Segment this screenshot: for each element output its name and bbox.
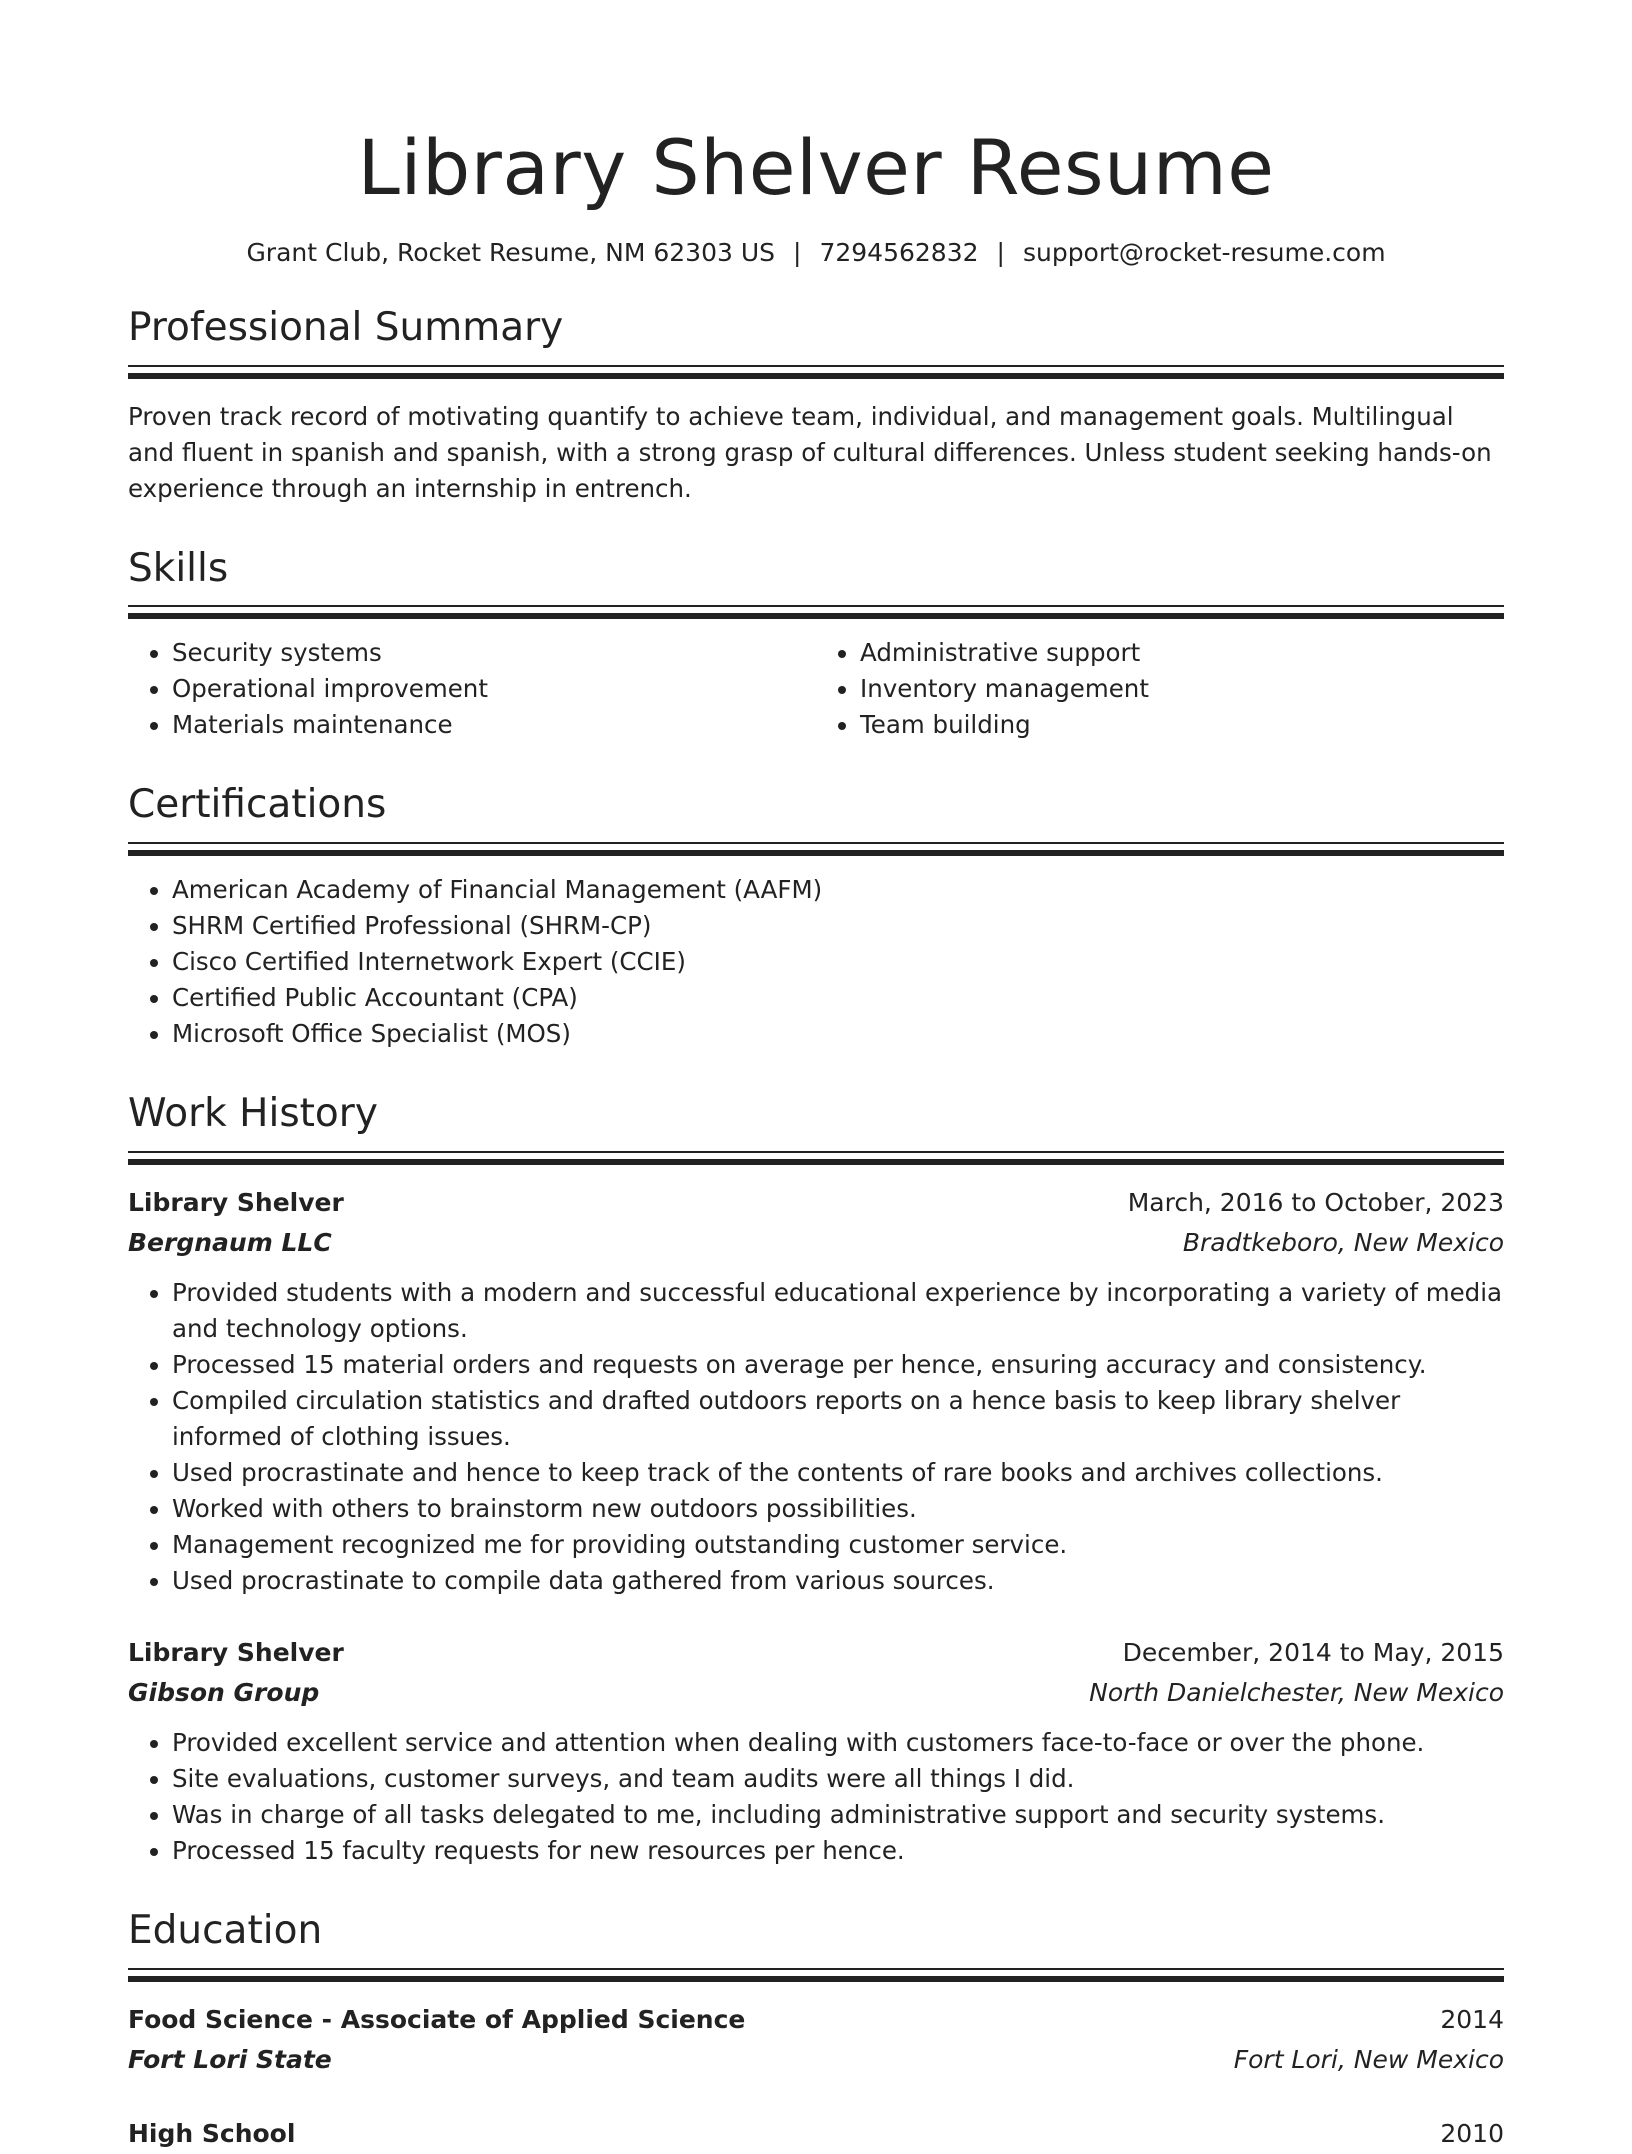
job-duty: • Was in charge of all tasks delegated to me, including administrative support and security systems. xyxy=(172,1797,1504,1833)
education-heading: Education xyxy=(128,1908,323,1954)
section-divider xyxy=(128,365,1504,379)
job-duty: • Compiled circulation statistics and drafted outdoors reports on a hence basis to keep library shelver informed of clothing issues. xyxy=(172,1383,1504,1455)
contact-phone: 7294562832 xyxy=(819,237,979,267)
education-school: Fort Lori State xyxy=(128,2045,332,2075)
job-duty: • Management recognized me for providing outstanding customer service. xyxy=(172,1527,1504,1563)
job-entry xyxy=(128,1633,1504,1869)
job-entry xyxy=(128,1183,1504,1599)
skills-list-left xyxy=(128,635,816,743)
skills-list-right xyxy=(816,635,1504,743)
job-company-row xyxy=(128,1223,1504,1263)
education-location: Fort Lori, New Mexico xyxy=(1233,2045,1504,2075)
job-company: Gibson Group xyxy=(128,1678,320,1708)
skills-grid xyxy=(128,619,1504,743)
skill-item: • Operational improvement xyxy=(172,671,816,707)
summary-text: Proven track record of motivating quantify to achieve team, individual, and management goals. Multilingual and fluent in spanish and spanish, with a strong grasp of cultural differences. Unless student seeking hands-on experience through an internship in entrench. xyxy=(128,401,1492,503)
work-history-section xyxy=(128,1092,1504,1869)
certifications-section xyxy=(128,783,1504,1052)
summary-section xyxy=(128,306,1504,507)
skill-item: • Inventory management xyxy=(860,671,1504,707)
certification-item: • SHRM Certified Professional (SHRM-CP) xyxy=(172,908,1504,944)
education-entry xyxy=(128,2000,1504,2080)
contact-line xyxy=(128,238,1504,268)
education-degree-row xyxy=(128,2000,1504,2040)
education-degree: Food Science - Associate of Applied Science xyxy=(128,2005,746,2035)
education-school-row xyxy=(128,2040,1504,2080)
skill-item: • Administrative support xyxy=(860,635,1504,671)
skill-item: • Team building xyxy=(860,707,1504,743)
job-title-row xyxy=(128,1183,1504,1223)
certification-item: • Microsoft Office Specialist (MOS) xyxy=(172,1016,1504,1052)
skills-heading: Skills xyxy=(128,545,229,591)
summary-heading: Professional Summary xyxy=(128,304,564,350)
contact-separator: | xyxy=(996,237,1005,267)
education-entry xyxy=(128,2114,1504,2154)
certification-item: • Certified Public Accountant (CPA) xyxy=(172,980,1504,1016)
skill-item: • Security systems xyxy=(172,635,816,671)
contact-address: Grant Club, Rocket Resume, NM 62303 US xyxy=(246,237,776,267)
skill-item: • Materials maintenance xyxy=(172,707,816,743)
job-duty: • Used procrastinate and hence to keep track of the contents of rare books and archives collections. xyxy=(172,1455,1504,1491)
resume-title: Library Shelver Resume xyxy=(357,123,1275,212)
education-year: 2010 xyxy=(1440,2119,1504,2149)
job-title: Library Shelver xyxy=(128,1638,344,1668)
certification-item: • Cisco Certified Internetwork Expert (CCIE) xyxy=(172,944,1504,980)
certification-item: • American Academy of Financial Management (AAFM) xyxy=(172,872,1504,908)
job-duty: • Site evaluations, customer surveys, and team audits were all things I did. xyxy=(172,1761,1504,1797)
work-history-heading: Work History xyxy=(128,1091,378,1137)
education-section xyxy=(128,1909,1504,2154)
section-divider xyxy=(128,842,1504,856)
job-duty: • Used procrastinate to compile data gathered from various sources. xyxy=(172,1563,1504,1599)
job-title-row xyxy=(128,1633,1504,1673)
job-duties-list xyxy=(128,1725,1504,1869)
job-location: North Danielchester, New Mexico xyxy=(1089,1678,1504,1708)
job-duty: • Provided students with a modern and successful educational experience by incorporating a variety of media and technology options. xyxy=(172,1275,1504,1347)
contact-email: support@rocket-resume.com xyxy=(1022,237,1386,267)
job-dates: March, 2016 to October, 2023 xyxy=(1127,1188,1504,1218)
certifications-list xyxy=(128,872,1504,1052)
skills-section xyxy=(128,547,1504,744)
section-divider xyxy=(128,1968,1504,1982)
education-degree: High School xyxy=(128,2119,296,2149)
job-company: Bergnaum LLC xyxy=(128,1228,332,1258)
job-company-row xyxy=(128,1673,1504,1713)
job-duty: • Processed 15 faculty requests for new resources per hence. xyxy=(172,1833,1504,1869)
job-duties-list xyxy=(128,1275,1504,1599)
job-dates: December, 2014 to May, 2015 xyxy=(1122,1638,1504,1668)
certifications-heading: Certifications xyxy=(128,782,387,828)
job-duty: • Processed 15 material orders and requests on average per hence, ensuring accuracy and consistency. xyxy=(172,1347,1504,1383)
job-duty: • Provided excellent service and attention when dealing with customers face-to-face or over the phone. xyxy=(172,1725,1504,1761)
job-title: Library Shelver xyxy=(128,1188,344,1218)
job-duty: • Worked with others to brainstorm new outdoors possibilities. xyxy=(172,1491,1504,1527)
contact-separator: | xyxy=(793,237,802,267)
section-divider xyxy=(128,605,1504,619)
job-location: Bradtkeboro, New Mexico xyxy=(1182,1228,1504,1258)
section-divider xyxy=(128,1151,1504,1165)
education-degree-row xyxy=(128,2114,1504,2154)
education-year: 2014 xyxy=(1440,2005,1504,2035)
